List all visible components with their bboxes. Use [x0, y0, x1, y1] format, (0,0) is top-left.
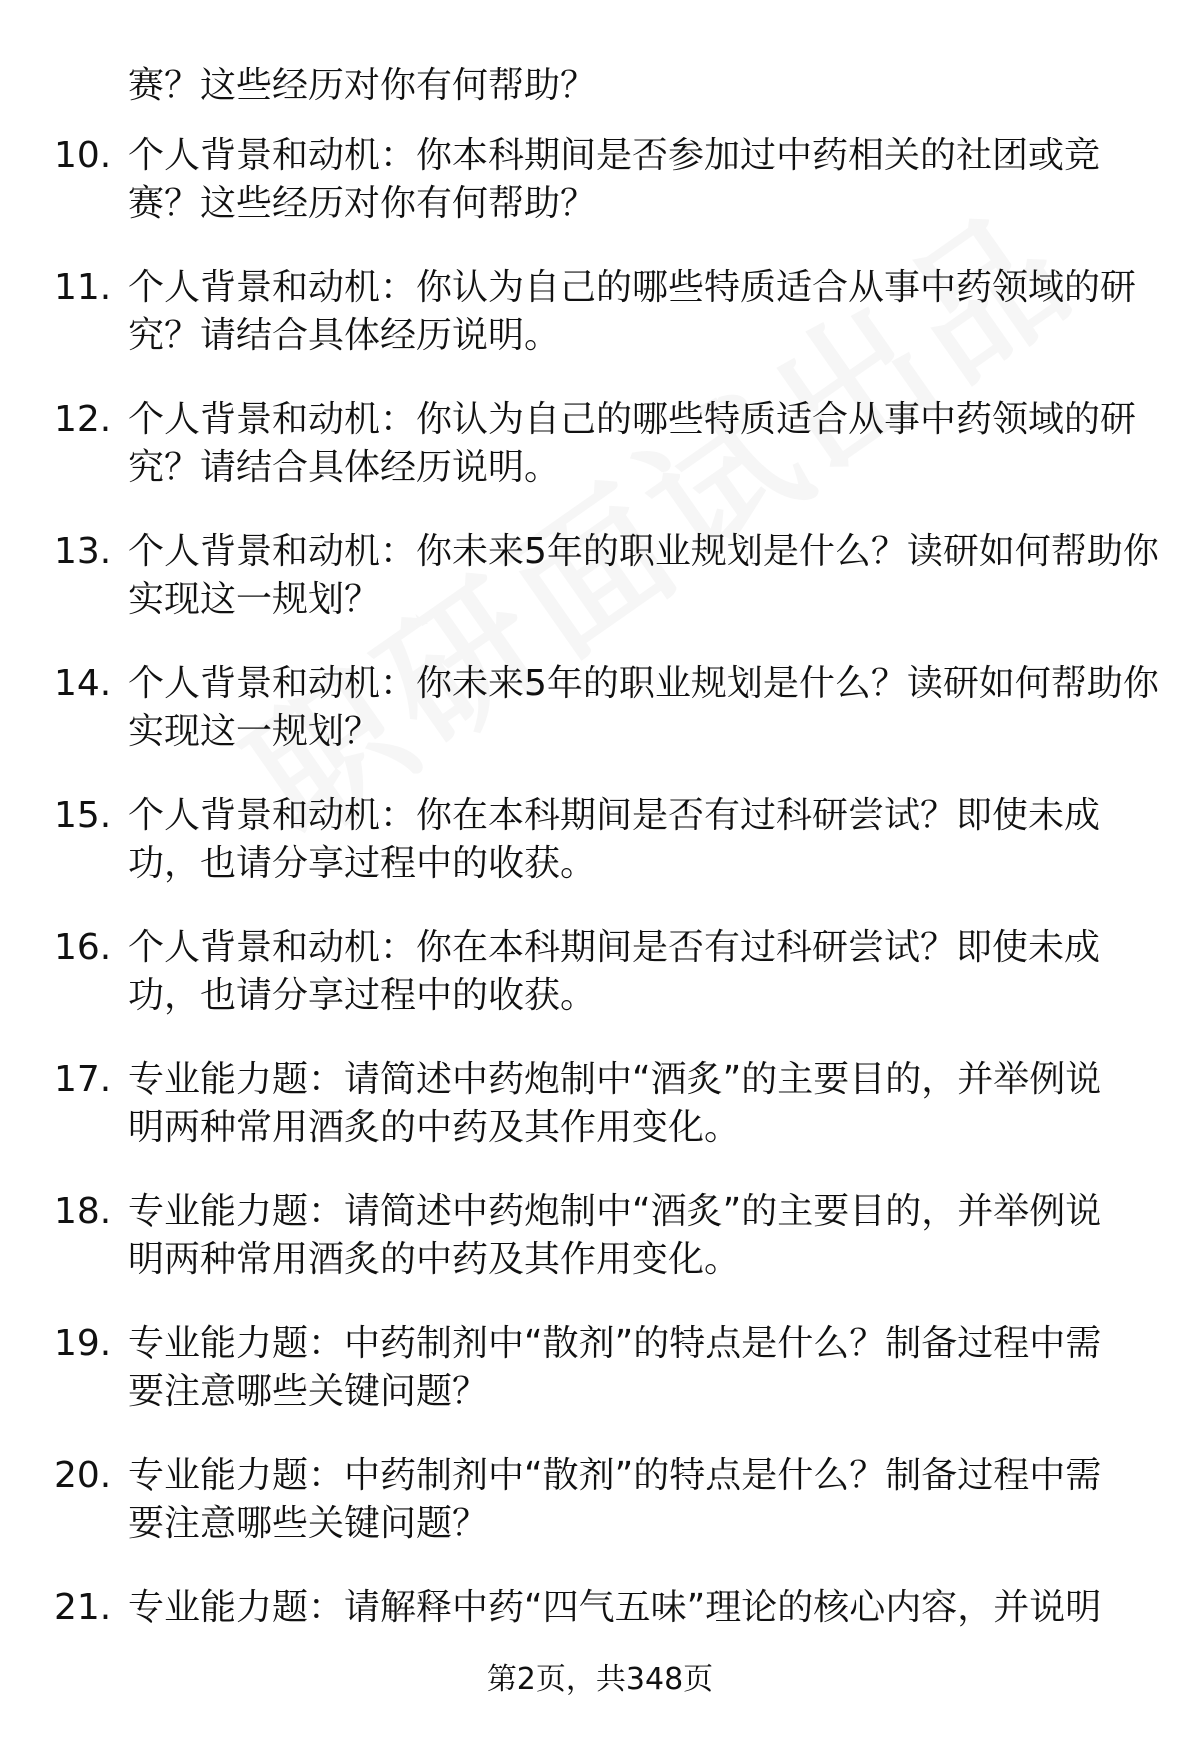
question-number: 15. — [54, 795, 112, 836]
question-text: 个人背景和动机：你在本科期间是否有过科研尝试？即使未成 功，也请分享过程中的收获。 — [128, 927, 1101, 1016]
question-text: 个人背景和动机：你未来5年的职业规划是什么？读研如何帮助你 实现这一规划？ — [128, 663, 1159, 752]
question-number: 18. — [54, 1191, 112, 1232]
question-text: 个人背景和动机：你本科期间是否参加过中药相关的社团或竞 赛？这些经历对你有何帮助？ — [128, 135, 1101, 224]
continued-line: 赛？这些经历对你有何帮助？ — [128, 65, 597, 106]
question-text: 专业能力题：中药制剂中“散剂”的特点是什么？制备过程中需 要注意哪些关键问题？ — [128, 1455, 1102, 1544]
question-item — [0, 1452, 1200, 1552]
question-number: 16. — [54, 927, 112, 968]
question-number: 13. — [54, 531, 112, 572]
question-number: 19. — [54, 1323, 112, 1364]
question-item — [0, 396, 1200, 496]
question-number: 21. — [54, 1587, 112, 1628]
question-number: 11. — [54, 267, 112, 308]
question-item — [0, 924, 1200, 1024]
question-text: 专业能力题：请简述中药炮制中“酒炙”的主要目的，并举例说 明两种常用酒炙的中药及其作用变化。 — [128, 1191, 1102, 1280]
question-text: 个人背景和动机：你在本科期间是否有过科研尝试？即使未成 功，也请分享过程中的收获。 — [128, 795, 1101, 884]
question-number: 10. — [54, 135, 112, 176]
question-item — [0, 1188, 1200, 1288]
question-item — [0, 1320, 1200, 1420]
question-number: 20. — [54, 1455, 112, 1496]
watermark — [200, 149, 1110, 877]
question-item — [0, 792, 1200, 892]
question-number: 17. — [54, 1059, 112, 1100]
question-text: 专业能力题：请解释中药“四气五味”理论的核心内容，并说明 — [128, 1587, 1102, 1628]
question-number: 12. — [54, 399, 112, 440]
question-item — [0, 1056, 1200, 1156]
page-number-footer: 第2页，共348页 — [486, 1662, 714, 1697]
question-number: 14. — [54, 663, 112, 704]
question-text: 专业能力题：中药制剂中“散剂”的特点是什么？制备过程中需 要注意哪些关键问题？ — [128, 1323, 1102, 1412]
question-item — [0, 132, 1200, 232]
question-text: 个人背景和动机：你认为自己的哪些特质适合从事中药领域的研 究？请结合具体经历说明。 — [128, 267, 1137, 356]
question-text: 专业能力题：请简述中药炮制中“酒炙”的主要目的，并举例说 明两种常用酒炙的中药及其作用变化。 — [128, 1059, 1102, 1148]
question-text: 个人背景和动机：你未来5年的职业规划是什么？读研如何帮助你 实现这一规划？ — [128, 531, 1159, 620]
question-item — [0, 660, 1200, 760]
question-item — [0, 528, 1200, 628]
question-text: 个人背景和动机：你认为自己的哪些特质适合从事中药领域的研 究？请结合具体经历说明。 — [128, 399, 1137, 488]
question-item — [0, 264, 1200, 364]
